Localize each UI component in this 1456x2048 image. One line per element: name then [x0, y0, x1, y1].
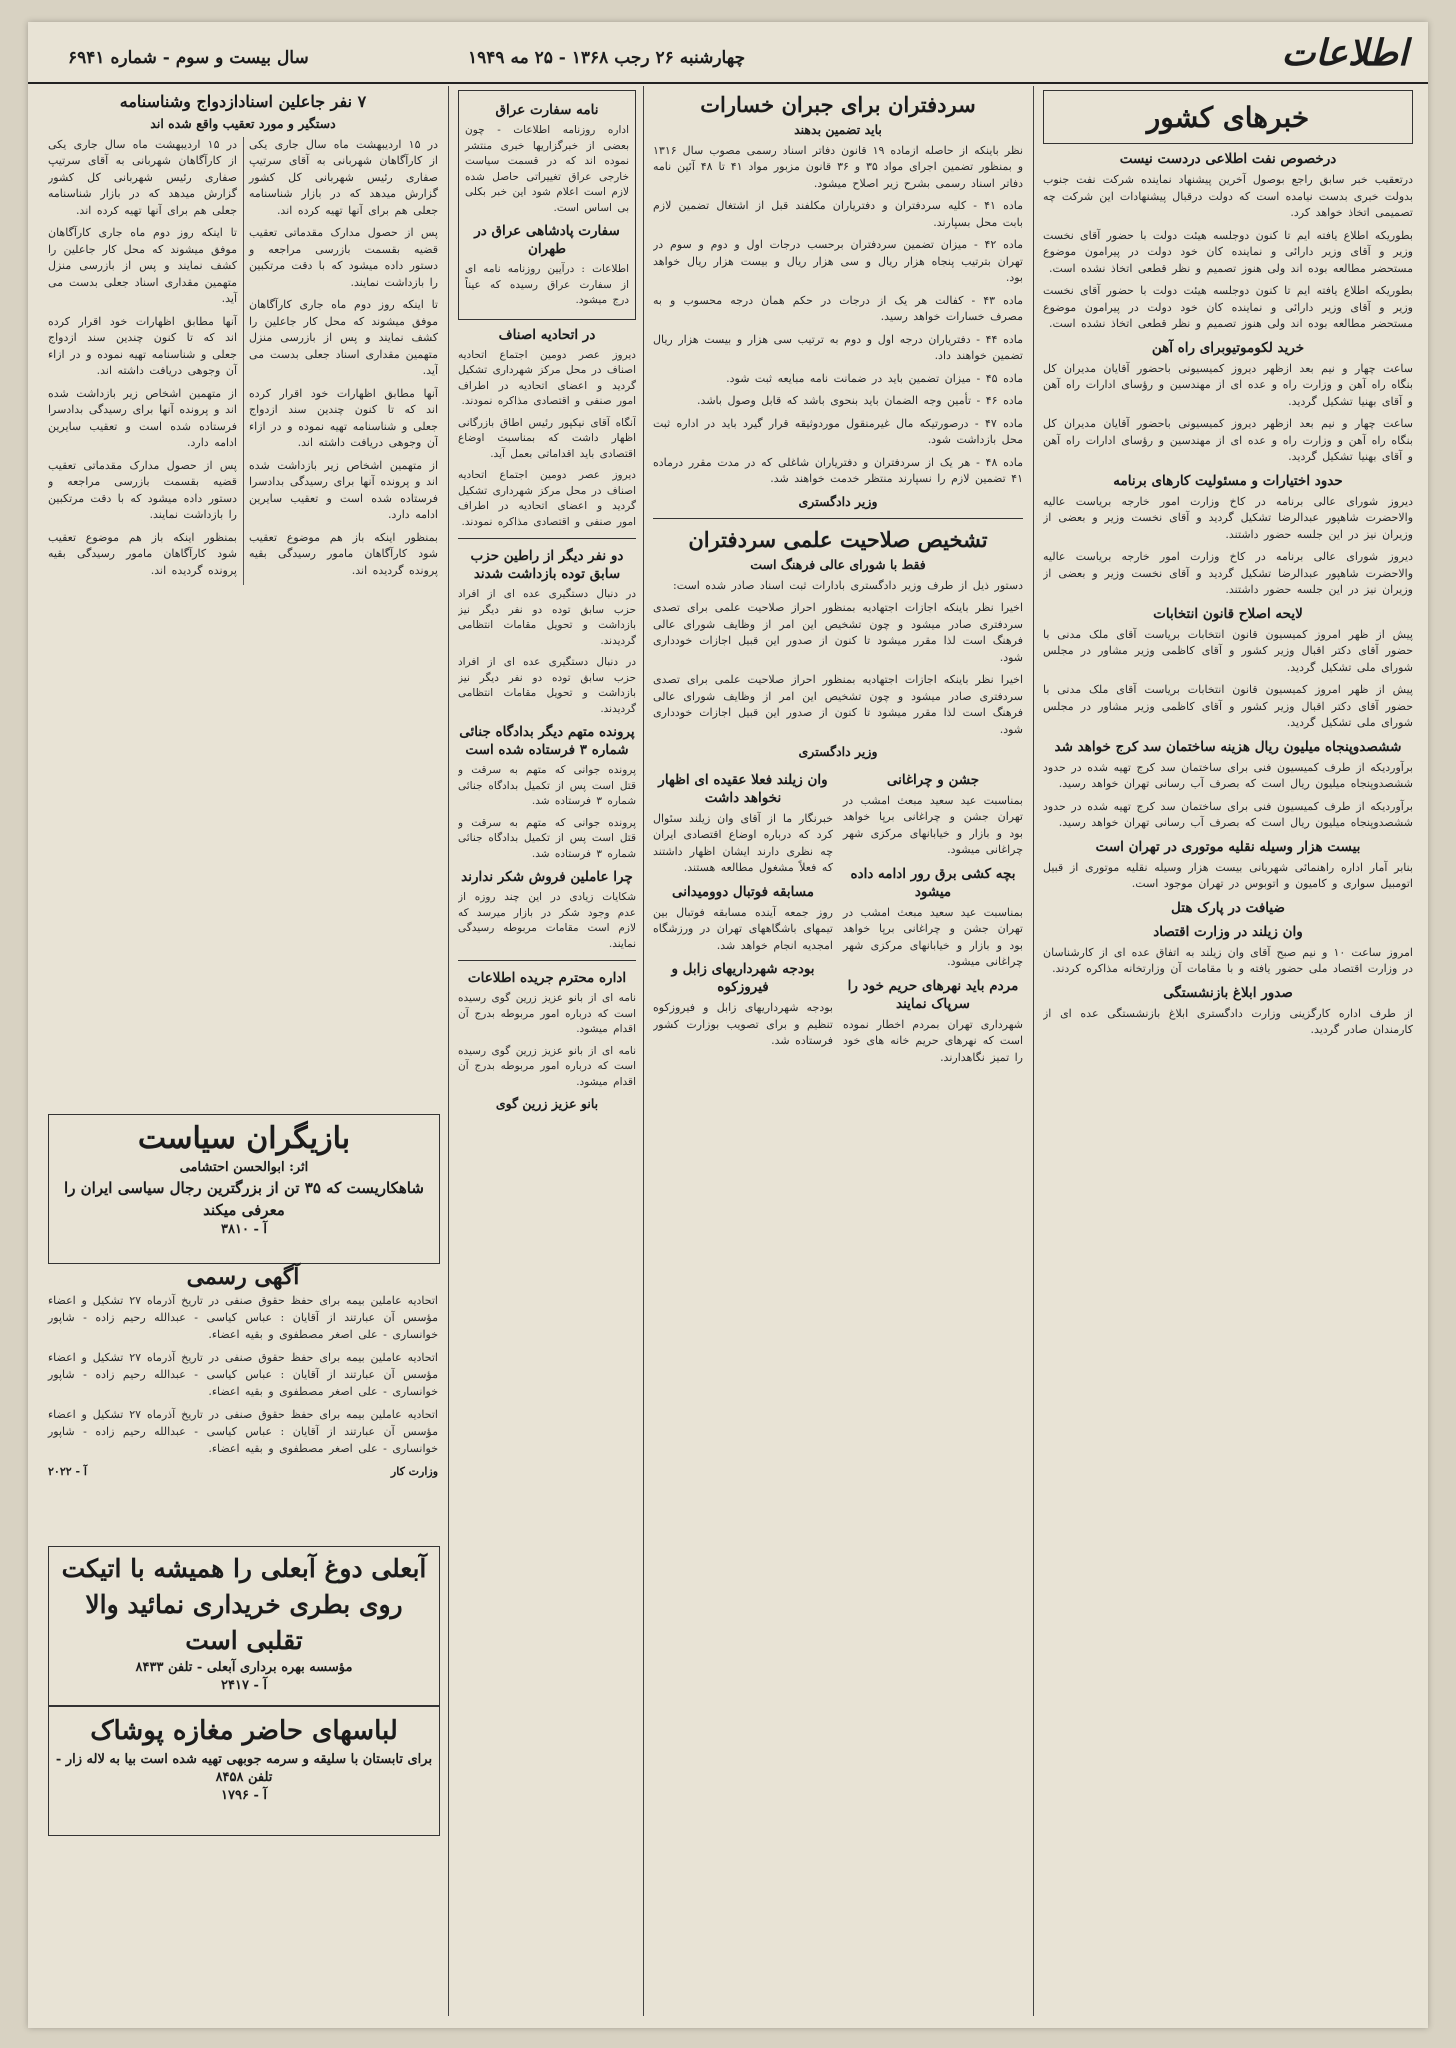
abeli-advertisement: [48, 1546, 440, 1706]
qualification-headline: تشخیص صلاحیت علمی سردفتران: [688, 527, 988, 552]
guilds-paragraph-2: آنگاه آقای نیکپور رئیس اطاق بازرگانی اظهار داشت که بمناسبت اوضاع اقتصادی باید اقداماتی بعمل آید.: [458, 416, 636, 460]
tudeh-arrest-paragraph-b: در دنبال دستگیری عده ای از افراد حزب سابق توده دو نفر دیگر نیز بازداشت و تحویل مقامات انتظامی گردیدند.: [458, 656, 636, 715]
locomotive-headline: خرید لکوموتیوبرای راه آهن: [1151, 339, 1305, 356]
letter-to-editor-paragraph-b: نامه ای از بانو عزیز زرین گوی رسیده است که درباره امور مربوطه بدرج آن اقدام میشود.: [458, 1044, 636, 1088]
election-law-paragraph-b: پیش از ظهر امروز کمیسیون قانون انتخابات بریاست آقای ملک مدنی با حضور آقای دکتر اقبال وزیر کشور و آقای کاظمی وزیر مشاور در مجلس شورای ملی تشکیل گردید.: [1043, 683, 1413, 729]
notaries-paragraph-8: ماده ۴۷ - درصورتیکه مال غیرمنقول موردوثیقه قرار گیرد باید در اداره ثبت محل بازداشت شود.: [653, 416, 1023, 446]
guilds-paragraph-3: دیروز عصر دومین اجتماع اتحادیه اصناف در محل مرکز شهرداری تشکیل گردید و اعضای اتحادیه در اطراف امور صنفی و اقتصادی مذاکره نمودند.: [458, 469, 636, 528]
retirement-headline: صدور ابلاغ بازنشستگی: [1163, 984, 1293, 1001]
clothes-info: برای تابستان با سلیقه و سرمه جوبهی تهیه شده است بیا به لاله زار - تلفن ۸۴۵۸: [55, 1752, 433, 1785]
book-description: شاهکاریست که ۳۵ تن از بزرگترین رجال سیاسی ایران را معرفی میکند: [64, 1179, 424, 1219]
justice-minister-sign: وزیر دادگستری: [798, 493, 878, 509]
notaries-paragraph-3: ماده ۴۲ - میزان تضمین سردفتران برحسب درجات اول و دوم و سوم در تهران بترتیب پنجاه هزار ریال و سی هزار ریال و بیست هزار ریال خواهد بود.: [653, 238, 1023, 284]
retirement-paragraph: از طرف اداره کارگزینی وزارت دادگستری ابلاغ بازنشستگی عده ای از کارمندان صادر گردید.: [1043, 1006, 1413, 1036]
oil-paragraph-1: درتعقیب خبر سابق راجع بوصول آخرین پیشنهاد نماینده شرکت نفت جنوب بدولت خبری بدست نیامده است که دولت درقبال پیشنهادات این شرکت چه تصمیمی اتخاذ خواهد کرد.: [1043, 173, 1413, 219]
notaries-paragraph-6: ماده ۴۵ - میزان تضمین باید در ضمانت نامه مبایعه ثبت شود.: [726, 371, 1023, 385]
notaries-paragraph-5: ماده ۴۴ - دفتریاران درجه اول و دوم به ترتیب سی هزار و بیست هزار ریال تضمین خواهند داد.: [653, 332, 1023, 362]
criminal-court-paragraph-b: پرونده جوانی که متهم به سرقت و قتل است پس از تکمیل بدادگاه جنائی شماره ۳ فرستاده شد.: [458, 816, 636, 860]
streams-headline: مردم باید نهرهای حریم خود را سرپاک نمایند: [847, 977, 1019, 1012]
column-domestic-news: [1043, 86, 1413, 2016]
notaries-paragraph-7: ماده ۴۶ - تأمین وجه الضمان باید بنحوی باشد که قابل وصول باشد.: [697, 394, 1023, 407]
guilds-headline: در اتحادیه اصناف: [498, 326, 596, 343]
divider: [653, 518, 1023, 519]
iraq-letter-headline: نامه سفارت عراق: [495, 102, 599, 118]
locomotive-paragraph-b: ساعت چهار و نیم بعد ازظهر دیروز کمیسیونی باحضور آقایان مدیران کل بنگاه راه آهن و وزارت راه و عده ای از مهندسین و رؤسای ادارات راه آهن و آقای بهنیا تشکیل گردید.: [1043, 417, 1413, 463]
plan-paragraph: دیروز شورای عالی برنامه در کاخ وزارت امور خارجه بریاست عالیه والاحضرت شاهپور عبدالرضا تشکیل گردید و آقای نخست وزیر و بعضی از وزیران نیز در این جلسه حضور داشتند.: [1043, 494, 1413, 541]
forgers-paragraph-5: از متهمین اشخاص زیر بازداشت شده اند و پرونده آنها برای رسیدگی بدادسرا فرستاده شده است و تعقیب سایرین ادامه دارد.: [249, 458, 438, 521]
column-iraq-embassy: [458, 86, 636, 2016]
criminal-court-headline: پرونده متهم دیگر بدادگاه جنائی شماره ۳ فرستاده شده است: [459, 724, 635, 758]
qualification-paragraph-1: دستور ذیل از طرف وزیر دادگستری بادارات ثبت اسناد صادر شده است:: [673, 578, 1023, 592]
forgers-body: [48, 137, 438, 586]
karaj-dam-paragraph: برآوردیکه از طرف کمیسیون فنی برای ساختمان سد کرج تهیه شده در حدود ششصدوپنجاه میلیون ریال است که بصرف آب رسانی تهران خواهد رسید.: [1043, 760, 1413, 790]
book-title: بازیگران سیاست: [137, 1121, 351, 1156]
notaries-paragraph-9: ماده ۴۸ - هر یک از سردفتران و دفتریاران شاغلی که در مدت مقرر درماده ۴۱ تضمین لازم را نسپارند منتظر خدمت خواهند شد.: [653, 455, 1023, 485]
celebration-headline: جشن و چراغانی: [886, 771, 980, 788]
clothes-title: لباسهای حاضر مغازه پوشاک: [90, 1716, 398, 1746]
letter-to-editor-paragraph: نامه ای از بانو عزیز زرین گوی رسیده است که درباره امور مربوطه بدرج آن اقدام میشود.: [458, 992, 636, 1035]
official-notice-text-3: اتحادیه عاملین بیمه برای حفظ حقوق صنفی در تاریخ آذرماه ۲۷ تشکیل و اعضاء مؤسس آن عبارتند از آقایان : عباس کیاسی - عبدالله رحیم زاده - شاپور خوانساری - علی اصغر مصطفوی و بقیه اعضاء.: [48, 1408, 438, 1455]
divider: [458, 538, 636, 539]
divider: [458, 960, 636, 961]
forgers-paragraph-8: تا اینکه روز دوم ماه جاری کارآگاهان موفق میشوند که محل کار جاعلین را کشف نمایند و پس از بازرسی منزل متهمین مقداری اسناد جعلی بدست می آید.: [48, 226, 237, 305]
domestic-news-title: خبرهای کشور: [1146, 101, 1310, 134]
plan-paragraph-b: دیروز شورای عالی برنامه در کاخ وزارت امور خارجه بریاست عالیه والاحضرت شاهپور عبدالرضا تشکیل گردید و آقای نخست وزیر و بعضی از وزیران نیز در این جلسه حضور داشتند.: [1043, 550, 1413, 596]
iraq-embassy-sign: سفارت پادشاهی عراق در طهران: [474, 223, 620, 257]
lower-stories-right: [843, 765, 1023, 1073]
karaj-dam-headline: ششصدوپنجاه میلیون ریال هزینه ساختمان سد کرج خواهد شد: [1054, 738, 1402, 755]
tudeh-arrest-headline: دو نفر دیگر از راطین حزب سابق توده بازداشت شدند: [470, 548, 624, 582]
lower-stories-left: [653, 765, 833, 1073]
book-author: اثر: ابوالحسن احتشامی: [179, 1160, 309, 1175]
sugar-paragraph: شکایات زیادی در این چند روزه از عدم وجود شکر در بازار میرسد که لازم است مقامات مربوطه رسیدگی نمایند.: [458, 891, 636, 950]
child-killing-headline: بچه کشی برق رور ادامه داده میشود: [850, 865, 1016, 900]
notaries-paragraph-4: ماده ۴۳ - کفالت هر یک از درجات در حکم همان درجه محسوب و به مصرف خسارات خواهد رسید.: [653, 293, 1023, 323]
notaries-subheadline: باید تضمین بدهند: [794, 122, 882, 137]
column-divider: [643, 86, 644, 2016]
forgers-paragraph-6: بمنظور اینکه باز هم موضوع تعقیب شود کارآگاهان مامور رسیدگی بقیه پرونده گردیده اند.: [249, 530, 438, 577]
notaries-headline: سردفتران برای جبران خسارات: [700, 92, 976, 117]
iraq-letter-paragraph: اداره روزنامه اطلاعات - چون بعضی از خبرگزاریها خبری منتشر نموده اند که در قسمت سیاست خارجی عراق تغییراتی حاصل شده لازم است اعلام شود این خبر بکلی بی اساس است.: [465, 124, 629, 214]
van-zeeland-opinion-paragraph: خبرنگار ما از آقای وان زیلند سئوال کرد که درباره اوضاع اقتصادی ایران چه نظری دارند ایشان اظهار داشتند که فعلاً مشغول مطالعه هستند.: [653, 811, 833, 874]
vehicles-paragraph: بنابر آمار اداره راهنمائی شهربانی بیست هزار وسیله نقلیه موتوری از قبیل اتومبیل سواری و کامیون و اتوبوس در تهران موجود است.: [1043, 860, 1413, 890]
forgers-paragraph-2: پس از حصول مدارک مقدماتی تعقیب قضیه بقسمت بازرسی مراجعه و دستور داده میشود که با دقت مرتکبین را بازداشت نمایند.: [249, 226, 438, 289]
oil-paragraph-2: بطوریکه اطلاع یافته ایم تا کنون دوجلسه هیئت دولت با حضور آقای نخست وزیر و آقای وزیر دارائی و نماینده کان خود دولت در پیرامون موضوع مستحضر مطالعه بوده اند ولی هنوز تصمیم و نظر قطعی اتخاذ نشده است.: [1043, 228, 1413, 275]
qualification-paragraph-2: اخیرا نظر باینکه اجازات اجتهادیه بمنظور احراز صلاحیت علمی برای تصدی سردفتری صادر میشود و چون تشخیص این امر از وظایف شورای عالی فرهنگ است لذا مقرر میشود تا کنون از صدور این قبیل اجازات خودداری شود.: [653, 601, 1023, 664]
official-notice-text: اتحادیه عاملین بیمه برای حفظ حقوق صنفی در تاریخ آذرماه ۲۷ تشکیل و اعضاء مؤسس آن عبارتند از آقایان : عباس کیاسی - عبدالله رحیم زاده - شاپور خوانساری - علی اصغر مصطفوی و بقیه اعضاء.: [48, 1294, 438, 1341]
forgers-paragraph-1: در ۱۵ اردیبهشت ماه سال جاری یکی از کارآگاهان شهربانی به آقای سرتیپ صفاری رئیس شهربانی کل کشور گزارش میدهد که در بازار شناسنامه جعلی هم برای آنها تهیه کرده اند.: [249, 137, 438, 217]
budget-headline: بودجه شهرداریهای زابل و فیروزکوه: [671, 961, 815, 995]
football-paragraph: روز جمعه آینده مسابقه فوتبال بین تیمهای باشگاههای تهران در ورزشگاه امجدیه انجام خواهد شد.: [653, 905, 833, 952]
van-zeeland-headline: وان زیلند در وزارت اقتصاد: [1153, 923, 1303, 940]
van-zeeland-paragraph: امروز ساعت ۱۰ و نیم صبح آقای وان زیلند به اتفاق عده ای از کارشناسان در وزارت اقتصاد ملی حضور یافته و با مقامات آن وزارتخانه مذاکره کردند.: [1043, 945, 1413, 975]
notaries-paragraph-1: نظر باینکه از حاصله ازماده ۱۹ قانون دفاتر اسناد رسمی مصوب سال ۱۳۱۶ و بمنظور تضمین اجرای مواد ۳۵ و ۳۶ قانون مزبور مواد ۴۱ تا ۴۸ آئین نامه دفاتر اسناد رسمی بشرح زیر اصلاح میشود.: [653, 143, 1023, 190]
child-killing-paragraph: بمناسبت عید سعید مبعث امشب در تهران جشن و چراغانی برپا خواهد بود و بازار و خیابانهای مرکزی شهر چراغانی میشود.: [843, 905, 1023, 968]
guilds-paragraph-1: دیروز عصر دومین اجتماع اتحادیه اصناف در محل مرکز شهرداری تشکیل گردید و اعضای اتحادیه در اطراف امور صنفی و اقتصادی مذاکره نمودند.: [458, 348, 636, 407]
karaj-dam-paragraph-b: برآوردیکه از طرف کمیسیون فنی برای ساختمان سد کرج تهیه شده در حدود ششصدوپنجاه میلیون ریال است که بصرف آب رسانی تهران خواهد رسید.: [1043, 799, 1413, 829]
letter-signature: بانو عزیز زرین گوی: [495, 1096, 599, 1111]
locomotive-paragraph: ساعت چهار و نیم بعد ازظهر دیروز کمیسیونی باحضور آقایان مدیران کل بنگاه راه آهن و وزارت راه و عده ای از مهندسین و رؤسای ادارات راه آهن و آقای بهنیا تشکیل گردید.: [1043, 361, 1413, 408]
forgers-paragraph-7: در ۱۵ اردیبهشت ماه سال جاری یکی از کارآگاهان شهربانی به آقای سرتیپ صفاری رئیس شهربانی کل کشور گزارش میدهد که در بازار شناسنامه جعلی هم برای آنها تهیه کرده اند.: [48, 137, 237, 217]
forgers-paragraph-11: پس از حصول مدارک مقدماتی تعقیب قضیه بقسمت بازرسی مراجعه و دستور داده میشود که با دقت مرتکبین را بازداشت نمایند.: [48, 458, 237, 521]
forgers-paragraph-9: آنها مطابق اظهارات خود اقرار کرده اند که تا کنون چندین سند ازدواج جعلی و شناسنامه تهیه نموده و در ازاء آن وجوهی دریافت داشته اند.: [48, 314, 237, 377]
justice-minister-sign-2: وزیر دادگستری: [798, 744, 878, 759]
forgers-paragraph-4: آنها مطابق اظهارات خود اقرار کرده اند که تا کنون چندین سند ازدواج جعلی و شناسنامه تهیه نموده و در ازاء آن وجوهی دریافت داشته اند.: [249, 386, 438, 449]
qualification-paragraph-3: اخیرا نظر باینکه اجازات اجتهادیه بمنظور احراز صلاحیت علمی برای تصدی سردفتری صادر میشود و چون تشخیص این امر از وظایف شورای عالی فرهنگ است لذا مقرر میشود تا کنون از صدور این قبیل اجازات خودداری شود.: [653, 673, 1023, 736]
newspaper-logo: اطلاعات: [1281, 32, 1408, 74]
sugar-headline: چرا عاملین فروش شکر ندارند: [461, 869, 633, 885]
column-forgers: [48, 86, 438, 1106]
notaries-paragraph-2: ماده ۴۱ - کلیه سردفتران و دفتریاران مکلفند قبل از اشتغال تضمین لازم بابت محل بسپارند.: [653, 199, 1023, 229]
official-notice-code: آ - ۲۰۲۲: [48, 1465, 87, 1478]
election-law-paragraph: پیش از ظهر امروز کمیسیون قانون انتخابات بریاست آقای ملک مدنی با حضور آقای دکتر اقبال وزیر کشور و آقای کاظمی وزیر مشاور در مجلس شورای ملی تشکیل گردید.: [1043, 627, 1413, 674]
forgers-subheadline: دستگیر و مورد تعقیب واقع شده اند: [150, 116, 336, 131]
column-notaries: [653, 86, 1023, 2016]
masthead: [28, 32, 1428, 84]
forgers-headline: ۷ نفر جاعلین اسنادازدواج وشناسنامه: [119, 92, 367, 111]
domestic-news-header: [1043, 90, 1413, 144]
official-notice-footer: [48, 1463, 438, 1480]
oil-paragraph-2b: بطوریکه اطلاع یافته ایم تا کنون دوجلسه هیئت دولت با حضور آقای نخست وزیر و آقای وزیر دارائی و نماینده کان خود دولت در پیرامون موضوع مستحضر مطالعه بوده اند ولی هنوز تصمیم و نظر قطعی اتخاذ نشده است.: [1043, 284, 1413, 330]
official-notice-sign: وزارت کار: [390, 1465, 438, 1478]
football-headline: مسابقه فوتبال دوومیدانی: [672, 883, 814, 900]
book-code: آ - ۳۸۱۰: [221, 1222, 267, 1237]
column-divider: [448, 86, 449, 2016]
plan-headline: حدود اختیارات و مسئولیت کارهای برنامه: [1113, 472, 1343, 489]
iraq-embassy-paragraph: اطلاعات : درآیین روزنامه نامه ای از سفارت عراق رسیده که عیناً درج میشود.: [465, 263, 629, 306]
letter-to-editor-headline: اداره محترم جریده اطلاعات: [467, 970, 627, 986]
issue-date: چهارشنبه ۲۶ رجب ۱۳۶۸ - ۲۵ مه ۱۹۴۹: [468, 48, 746, 68]
clothes-code: آ - ۱۷۹۶: [221, 1788, 267, 1803]
abeli-line-2: روی بطری خریداری نمائید والا تقلبی است: [85, 1590, 403, 1655]
clothes-advertisement: [48, 1706, 440, 1836]
newspaper-page: [28, 22, 1428, 2028]
election-law-headline: لایحه اصلاح قانون انتخابات: [1153, 605, 1303, 622]
forgers-paragraph-10: از متهمین اشخاص زیر بازداشت شده اند و پرونده آنها برای رسیدگی بدادسرا فرستاده شده است و تعقیب سایرین ادامه دارد.: [48, 386, 237, 449]
streams-paragraph: شهرداری تهران بمردم اخطار نموده است که نهرهای حریم خانه های خود را تمیز نگاهدارند.: [843, 1017, 1023, 1064]
official-notice: [48, 1262, 438, 1532]
park-hotel-headline: ضیافت در پارک هتل: [1171, 899, 1285, 916]
van-zeeland-opinion-headline: وان زیلند فعلا عقیده ای اظهار نخواهد داشت: [658, 771, 828, 806]
abeli-line-1: آبعلی دوغ آبعلی را همیشه با اتیکت: [61, 1554, 427, 1583]
book-advertisement: [48, 1114, 440, 1264]
budget-paragraph: بودجه شهرداریهای زابل و فیروزکوه تنظیم و برای تصویب بوزارت کشور فرستاده شد.: [653, 1001, 833, 1047]
lower-stories: [653, 765, 1023, 1073]
iraq-letter-box: [458, 90, 636, 320]
issue-number: سال بیست و سوم - شماره ۶۹۴۱: [68, 48, 309, 68]
abeli-code: آ - ۲۴۱۷: [221, 1678, 267, 1693]
criminal-court-paragraph: پرونده جوانی که متهم به سرقت و قتل است پس از تکمیل بدادگاه جنائی شماره ۳ فرستاده شد.: [458, 764, 636, 807]
celebration-paragraph: بمناسبت عید سعید مبعث امشب در تهران جشن و چراغانی برپا خواهد بود و بازار و خیابانهای مرکزی شهر چراغانی میشود.: [843, 793, 1023, 856]
vehicles-headline: بیست هزار وسیله نقلیه موتوری در تهران است: [1095, 838, 1361, 855]
official-notice-text-2: اتحادیه عاملین بیمه برای حفظ حقوق صنفی در تاریخ آذرماه ۲۷ تشکیل و اعضاء مؤسس آن عبارتند از آقایان : عباس کیاسی - عبدالله رحیم زاده - شاپور خوانساری - علی اصغر مصطفوی و بقیه اعضاء.: [48, 1351, 438, 1398]
forgers-paragraph-3: تا اینکه روز دوم ماه جاری کارآگاهان موفق میشوند که محل کار جاعلین را کشف نمایند و پس از بازرسی منزل متهمین مقداری اسناد جعلی بدست می آید.: [249, 298, 438, 377]
official-notice-title: آگهی رسمی: [186, 1264, 300, 1290]
qualification-subheadline: فقط با شورای عالی فرهنگ است: [750, 557, 926, 572]
column-divider: [1033, 86, 1034, 2016]
forgers-paragraph-12: بمنظور اینکه باز هم موضوع تعقیب شود کارآگاهان مامور رسیدگی بقیه پرونده گردیده اند.: [48, 530, 237, 577]
oil-headline: درخصوص نفت اطلاعی دردست نیست: [1119, 151, 1337, 167]
tudeh-arrest-paragraph: در دنبال دستگیری عده ای از افراد حزب سابق توده دو نفر دیگر نیز بازداشت و تحویل مقامات انتظامی گردیدند.: [458, 588, 636, 647]
abeli-info: مؤسسه بهره برداری آبعلی - تلفن ۸۴۳۳: [135, 1660, 353, 1675]
